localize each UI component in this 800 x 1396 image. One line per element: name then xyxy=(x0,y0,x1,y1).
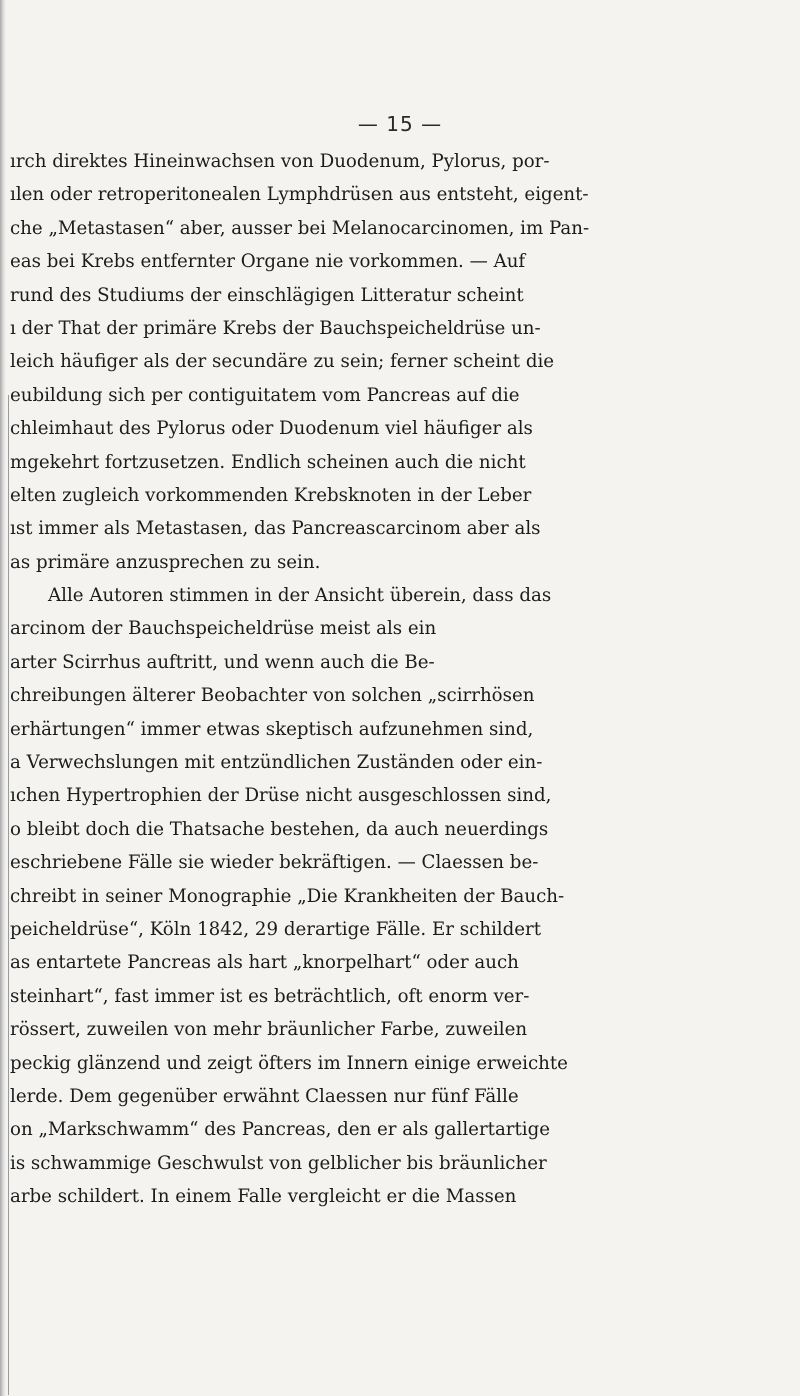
text-line: ıchen Hypertrophien der Drüse nicht ausgeschlossen sind, xyxy=(10,785,552,807)
text-line: arcinom der Bauchspeicheldrüse meist als ein xyxy=(10,618,437,640)
text-line: ıst immer als Metastasen, das Pancreascarcinom aber als xyxy=(10,518,541,540)
text-line: eschriebene Fälle sie wieder bekräftigen. — Claessen be- xyxy=(10,852,539,874)
text-line: rössert, zuweilen von mehr bräunlicher Farbe, zuweilen xyxy=(10,1019,528,1041)
paragraph-start-line: Alle Autoren stimmen in der Ansicht überein, dass das xyxy=(48,585,552,607)
text-line: eas bei Krebs entfernter Organe nie vorkommen. — Auf xyxy=(10,251,526,273)
text-line: o bleibt doch die Thatsache bestehen, da auch neuerdings xyxy=(10,818,549,840)
page-binding-line xyxy=(8,395,9,1395)
text-line: chreibungen älterer Beobachter von solchen „scirrhösen xyxy=(10,685,535,707)
text-line: elten zugleich vorkommenden Krebsknoten in der Leber xyxy=(10,484,532,506)
text-line: ılen oder retroperitonealen Lymphdrüsen aus entsteht, eigent- xyxy=(10,184,589,206)
text-line: arbe schildert. In einem Falle vergleicht er die Massen xyxy=(10,1186,517,1208)
text-line: leich häufiger als der secundäre zu sein; ferner scheint die xyxy=(10,351,555,373)
text-line: eubildung sich per contiguitatem vom Pancreas auf die xyxy=(10,384,520,406)
body-text xyxy=(10,145,790,1214)
text-line: on „Markschwamm“ des Pancreas, den er als gallertartige xyxy=(10,1119,551,1141)
text-line: as primäre anzusprechen zu sein. xyxy=(10,551,321,573)
text-line: as entartete Pancreas als hart „knorpelhart“ oder auch xyxy=(10,952,519,974)
text-line: peicheldrüse“, Köln 1842, 29 derartige Fälle. Er schildert xyxy=(10,918,542,940)
text-line: steinhart“, fast immer ist es beträchtlich, oft enorm ver- xyxy=(10,985,530,1007)
page-number: — 15 — xyxy=(357,112,443,136)
text-line: chreibt in seiner Monographie „Die Krankheiten der Bauch- xyxy=(10,885,565,907)
text-line: a Verwechslungen mit entzündlichen Zuständen oder ein- xyxy=(10,752,543,774)
text-line: ı der That der primäre Krebs der Bauchspeicheldrüse un- xyxy=(10,317,541,339)
text-line: erhärtungen“ immer etwas skeptisch aufzunehmen sind, xyxy=(10,718,534,740)
text-line: is schwammige Geschwulst von gelblicher bis bräunlicher xyxy=(10,1152,547,1174)
text-line: chleimhaut des Pylorus oder Duodenum viel häufiger als xyxy=(10,418,533,440)
text-line: rund des Studiums der einschlägigen Litteratur scheint xyxy=(10,284,524,306)
text-line: mgekehrt fortzusetzen. Endlich scheinen auch die nicht xyxy=(10,451,526,473)
page-left-edge xyxy=(0,0,6,1396)
text-line: arter Scirrhus auftritt, und wenn auch die Be- xyxy=(10,651,435,673)
text-line: che „Metastasen“ aber, ausser bei Melanocarcinomen, im Pan- xyxy=(10,217,590,239)
text-line: lerde. Dem gegenüber erwähnt Claessen nur fünf Fälle xyxy=(10,1085,519,1107)
text-line: peckig glänzend und zeigt öfters im Innern einige erweichte xyxy=(10,1052,568,1074)
text-line: ırch direktes Hineinwachsen von Duodenum, Pylorus, por- xyxy=(10,151,550,172)
